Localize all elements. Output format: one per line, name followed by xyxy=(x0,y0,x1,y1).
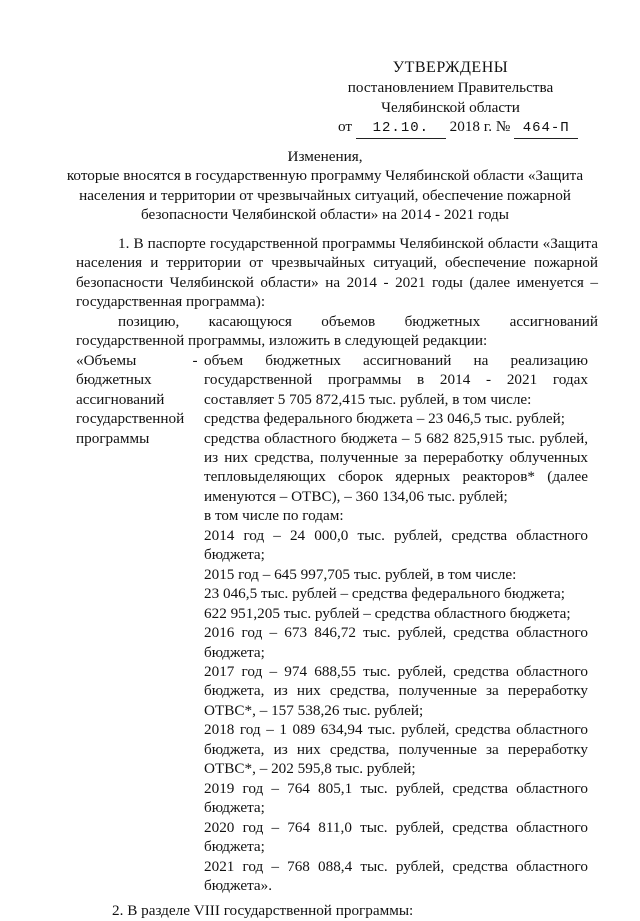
budget-line: 2018 год – 1 089 634,94 тыс. рублей, средства областного бюджета, из них средства, полученные за переработку ОТВС*, – 202 595,8 тыс. рублей; xyxy=(204,721,588,778)
handwritten-date: 12.10. xyxy=(356,120,446,139)
label-line: программы xyxy=(76,429,150,447)
approval-title: УТВЕРЖДЕНЫ xyxy=(392,59,509,76)
budget-line: 2017 год – 974 688,55 тыс. рублей, средства областного бюджета, из них средства, полученные за переработку ОТВС*, – 157 538,26 тыс. рублей; xyxy=(204,662,588,719)
pos-word: позицию, xyxy=(118,312,180,330)
paragraph-1: 1. В паспорте государственной программы Челябинской области «Защита населения и территории от чрезвычайных ситуаций, обеспечение пожарной безопасности Челябинской области» на 2014 - 2021 годы (далее именуется – государственная программа): xyxy=(76,235,598,311)
label-line: ассигнований xyxy=(76,390,165,408)
heading-line-4: безопасности Челябинской области» на 2014 - 2021 годы xyxy=(141,206,509,224)
pos-word: объемов xyxy=(321,312,376,330)
approval-line-2: постановлением Правительства xyxy=(347,79,554,97)
approval-block xyxy=(318,58,583,139)
budget-line: 23 046,5 тыс. рублей – средства федерального бюджета; xyxy=(204,585,566,603)
document-heading xyxy=(60,147,590,225)
position-tail: государственной программы, изложить в следующей редакции: xyxy=(76,332,488,350)
handwritten-number: 464-П xyxy=(514,120,578,139)
from-label: от xyxy=(338,118,353,136)
budget-line: объем бюджетных ассигнований на реализацию государственной программы в 2014 - 2021 годах составляет 5 705 872,415 тыс. рублей, в том числе: xyxy=(204,351,588,408)
budget-line: 2015 год – 645 997,705 тыс. рублей, в том числе: xyxy=(204,565,517,583)
budget-label-column xyxy=(76,351,186,896)
budget-line: 2020 год – 764 811,0 тыс. рублей, средства областного бюджета; xyxy=(204,818,588,856)
budget-line: 2014 год – 24 000,0 тыс. рублей, средства областного бюджета; xyxy=(204,526,588,564)
year-no-label: 2018 г. № xyxy=(449,118,511,136)
budget-line: средства областного бюджета – 5 682 825,915 тыс. рублей, из них средства, полученные за переработку облученных тепловыделяющих сборок ядерных реакторов* (далее именуются – ОТВС), – 360 134,06 тыс. рублей; xyxy=(204,429,588,505)
budget-line: в том числе по годам: xyxy=(204,507,344,525)
heading-line-1: Изменения, xyxy=(287,148,363,165)
approval-date-line xyxy=(318,117,583,139)
heading-line-3: населения и территории от чрезвычайных ситуаций, обеспечение пожарной xyxy=(79,186,571,204)
label-line: бюджетных xyxy=(76,371,152,389)
budget-line: средства федерального бюджета – 23 046,5 тыс. рублей; xyxy=(204,410,566,428)
budget-table xyxy=(76,351,598,896)
budget-details-column xyxy=(204,351,588,896)
paragraph-2: 2. В разделе VIII государственной программы: xyxy=(112,902,414,920)
pos-word: ассигнований xyxy=(509,312,598,330)
position-line xyxy=(76,312,598,331)
label-line: государственной xyxy=(76,410,185,428)
budget-line: 2016 год – 673 846,72 тыс. рублей, средства областного бюджета; xyxy=(204,624,588,661)
budget-line: 622 951,205 тыс. рублей – средства областного бюджета; xyxy=(204,604,571,622)
dash-separator: - xyxy=(192,351,198,369)
budget-line: 2019 год – 764 805,1 тыс. рублей, средства областного бюджета; xyxy=(204,779,588,817)
heading-line-2: которые вносятся в государственную программу Челябинской области «Защита xyxy=(66,167,584,185)
approval-line-3: Челябинской области xyxy=(381,98,520,116)
budget-line: 2021 год – 768 088,4 тыс. рублей, средства областного бюджета». xyxy=(204,857,588,894)
document-body xyxy=(76,234,598,921)
pos-word: бюджетных xyxy=(404,312,481,330)
label-line: «Объемы xyxy=(76,351,137,369)
pos-word: касающуюся xyxy=(208,312,292,330)
